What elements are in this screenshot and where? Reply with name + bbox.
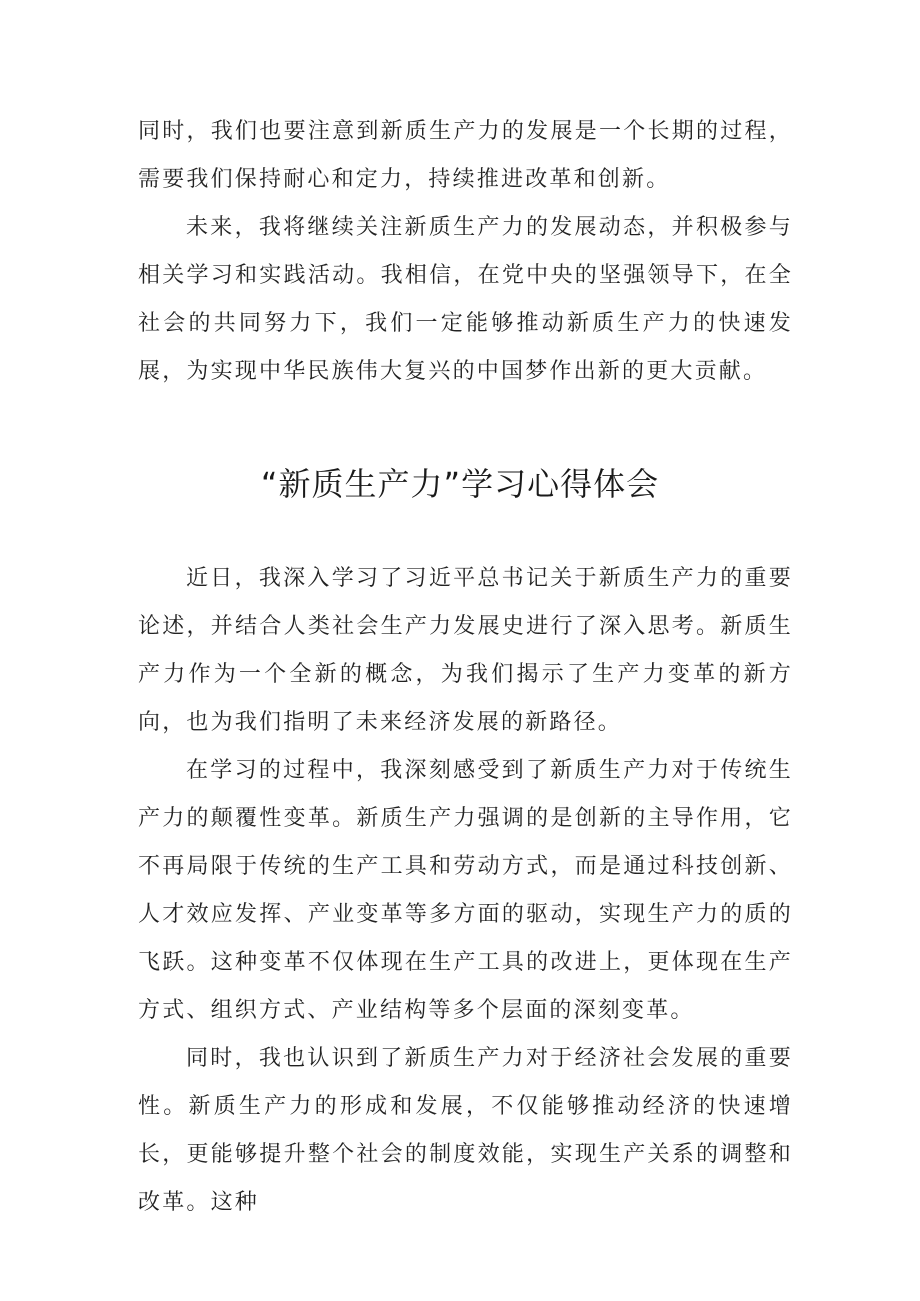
essay-body — [138, 555, 793, 1227]
previous-essay-ending — [138, 108, 793, 396]
paragraph-continuation: 同时，我们也要注意到新质生产力的发展是一个长期的过程，需要我们保持耐心和定力，持续推进改革和创新。 — [138, 119, 793, 192]
paragraph-importance: 同时，我也认识到了新质生产力对于经济社会发展的重要性。新质生产力的形成和发展，不仅能够推动经济的快速增长，更能够提升整个社会的制度效能，实现生产关系的调整和改革。这种 — [138, 1046, 793, 1215]
paragraph-future-outlook: 未来，我将继续关注新质生产力的发展动态，并积极参与相关学习和实践活动。我相信，在党中央的坚强领导下，在全社会的共同努力下，我们一定能够推动新质生产力的快速发展，为实现中华民族伟大复兴的中国梦作出新的更大贡献。 — [138, 215, 793, 384]
essay-title: “新质生产力”学习心得体会 — [260, 465, 660, 503]
paragraph-intro: 近日，我深入学习了习近平总书记关于新质生产力的重要论述，并结合人类社会生产力发展史进行了深入思考。新质生产力作为一个全新的概念，为我们揭示了生产力变革的新方向，也为我们指明了未来经济发展的新路径。 — [138, 566, 793, 735]
paragraph-learning-process: 在学习的过程中，我深刻感受到了新质生产力对于传统生产力的颠覆性变革。新质生产力强调的是创新的主导作用，它不再局限于传统的生产工具和劳动方式，而是通过科技创新、人才效应发挥、产业变革等多方面的驱动，实现生产力的质的飞跃。这种变革不仅体现在生产工具的改进上，更体现在生产方式、组织方式、产业结构等多个层面的深刻变革。 — [138, 758, 793, 1023]
